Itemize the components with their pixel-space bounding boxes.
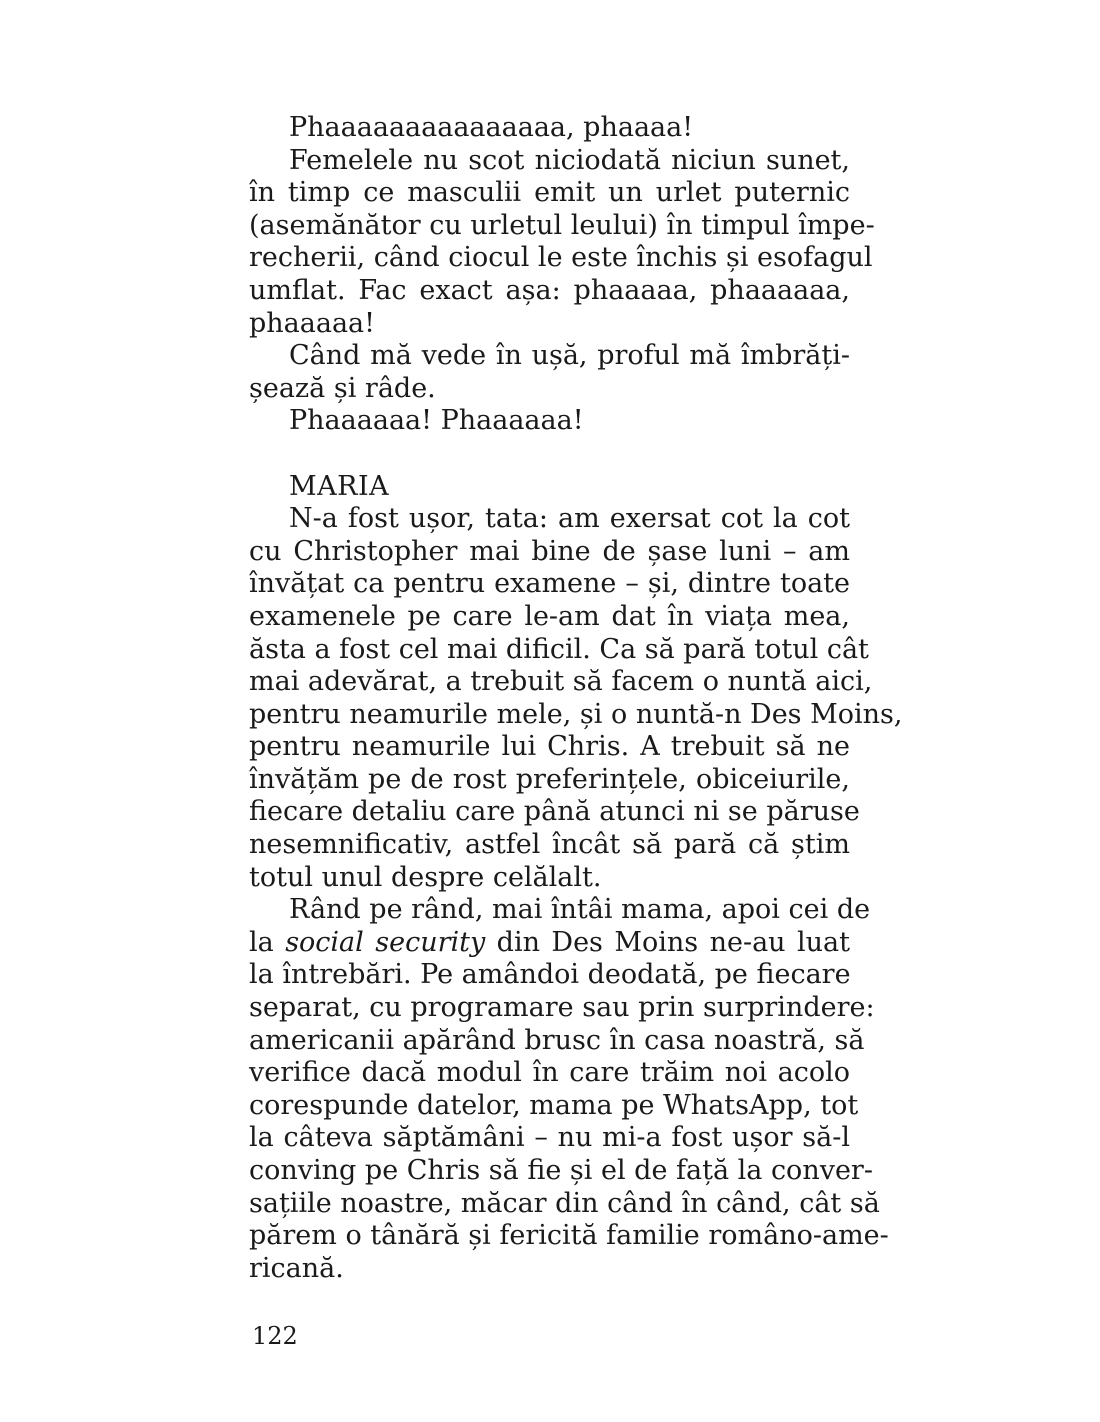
text-line: pentru neamurile mele, și o nuntă-n Des Moins, bbox=[249, 698, 903, 730]
text-line: mai adevărat, a trebuit să facem o nuntă aici, bbox=[249, 666, 873, 698]
text-line: Phaaaaaaaaaaaaaaa, phaaaa! bbox=[289, 112, 694, 143]
text-line: la întrebări. Pe amândoi deodată, pe fiecare bbox=[249, 959, 851, 991]
text-line: americanii apărând brusc în casa noastră, să bbox=[249, 1024, 865, 1056]
text-line: (asemănător cu urletul leului) în timpul împe- bbox=[249, 209, 875, 241]
text-line: pentru neamurile lui Chris. A trebuit să ne bbox=[249, 731, 850, 763]
text-line: Rând pe rând, mai întâi mama, apoi cei de bbox=[289, 894, 871, 926]
text-line-with-italic bbox=[249, 927, 850, 960]
text-line: ăsta a fost cel mai dificil. Ca să pară totul cât bbox=[249, 633, 869, 665]
text-line: în timp ce masculii emit un urlet puternic bbox=[249, 177, 850, 209]
text-line: ricană. bbox=[249, 1252, 344, 1284]
page-number: 122 bbox=[252, 1322, 298, 1350]
text-line: phaaaaa! bbox=[249, 307, 376, 339]
text-line: sațiile noastre, măcar din când în când, cât să bbox=[249, 1187, 880, 1219]
text-line: cu Christopher mai bine de șase luni – am bbox=[249, 535, 850, 567]
text-line: umflat. Fac exact așa: phaaaaa, phaaaaaa, bbox=[249, 274, 850, 306]
text-line: totul unul despre celălalt. bbox=[249, 861, 602, 893]
text-line: Când mă vede în ușă, proful mă îmbrăți- bbox=[289, 340, 850, 372]
text-line: la câteva săptămâni – nu mi-a fost ușor să-l bbox=[249, 1122, 850, 1154]
text-line: Femelele nu scot niciodată niciun sunet, bbox=[289, 144, 850, 176]
text-line: Phaaaaaa! Phaaaaaa! bbox=[289, 405, 584, 437]
text-line: nesemnificativ, astfel încât să pară că știm bbox=[249, 829, 850, 861]
text-line: fiecare detaliu care până atunci ni se păruse bbox=[249, 796, 860, 828]
section-gap bbox=[249, 438, 850, 471]
text-line: verifice dacă modul în care trăim noi acolo bbox=[249, 1057, 850, 1089]
text-line: învățat ca pentru examene – și, dintre toate bbox=[249, 568, 850, 600]
page-body bbox=[249, 112, 903, 1285]
text-fragment: la bbox=[249, 926, 286, 958]
section-heading: MARIA bbox=[289, 470, 390, 502]
text-line: examenele pe care le-am dat în viața mea, bbox=[249, 600, 850, 632]
text-line: învățăm pe de rost preferințele, obiceiurile, bbox=[249, 763, 850, 795]
text-line: părem o tânără și fericită familie româno-ame- bbox=[249, 1220, 889, 1252]
text-line: recherii, când ciocul le este închis și esofagul bbox=[249, 242, 873, 274]
italic-phrase: social security bbox=[285, 926, 486, 958]
text-line: corespunde datelor, mama pe WhatsApp, tot bbox=[249, 1089, 859, 1121]
text-fragment: din Des Moins ne-au luat bbox=[485, 926, 850, 958]
text-line: separat, cu programare sau prin surprindere: bbox=[249, 992, 875, 1024]
text-line: N-a fost ușor, tata: am exersat cot la cot bbox=[289, 503, 850, 535]
text-line: șează și râde. bbox=[249, 372, 436, 404]
text-line: conving pe Chris să fie și el de față la conver- bbox=[249, 1155, 873, 1186]
